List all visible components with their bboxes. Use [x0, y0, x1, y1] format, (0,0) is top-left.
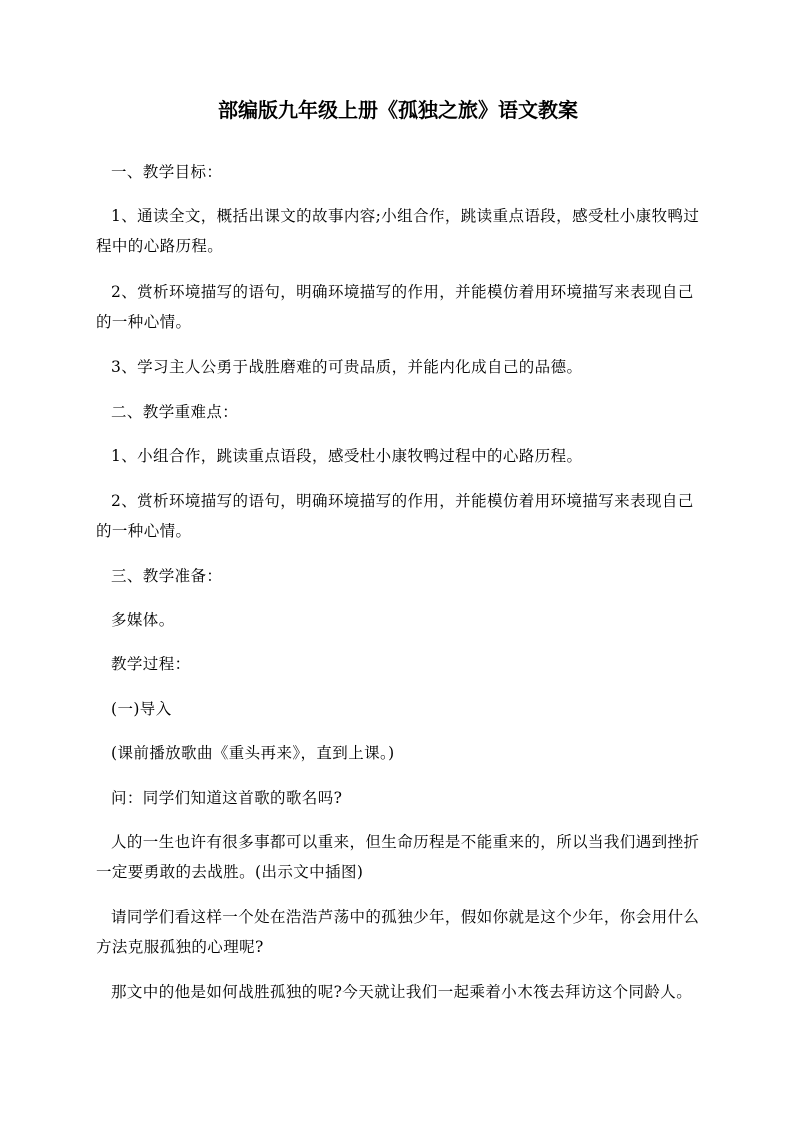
- document-title: 部编版九年级上册《孤独之旅》语文教案: [218, 98, 578, 122]
- heading-key-points: 二、教学重难点：: [111, 403, 239, 421]
- key-point-1: 1、小组合作，跳读重点语段，感受杜小康牧鸭过程中的心路历程。: [111, 447, 583, 465]
- subheading-intro: (一)导入: [111, 700, 172, 718]
- intro-paragraph-3: 那文中的他是如何战胜孤独的呢?今天就让我们一起乘着小木筏去拜访这个同龄人。: [111, 983, 693, 1001]
- heading-preparation: 三、教学准备：: [111, 567, 223, 585]
- intro-note: (课前播放歌曲《重头再来》，直到上课。): [111, 744, 395, 762]
- intro-paragraph-2: 请同学们看这样一个处在浩浩芦荡中的孤独少年，假如你就是这个少年，你会用什么方法克服孤独的心理呢?: [96, 908, 700, 956]
- objective-1: 1、通读全文，概括出课文的故事内容;小组合作，跳读重点语段，感受杜小康牧鸭过程中的心路历程。: [96, 207, 700, 255]
- heading-objectives: 一、教学目标：: [111, 163, 223, 181]
- heading-process: 教学过程：: [111, 655, 191, 673]
- key-point-2: 2、赏析环境描写的语句，明确环境描写的作用，并能模仿着用环境描写来表现自己的一种心情。: [96, 492, 694, 540]
- intro-paragraph-1: 人的一生也许有很多事都可以重来，但生命历程是不能重来的，所以当我们遇到挫折一定要勇敢的去战胜。(出示文中插图): [96, 833, 700, 881]
- intro-question: 问：同学们知道这首歌的歌名吗?: [111, 789, 343, 807]
- preparation-text: 多媒体。: [111, 611, 175, 629]
- objective-2: 2、赏析环境描写的语句，明确环境描写的作用，并能模仿着用环境描写来表现自己的一种心情。: [96, 283, 694, 331]
- objective-3: 3、学习主人公勇于战胜磨难的可贵品质，并能内化成自己的品德。: [111, 358, 583, 376]
